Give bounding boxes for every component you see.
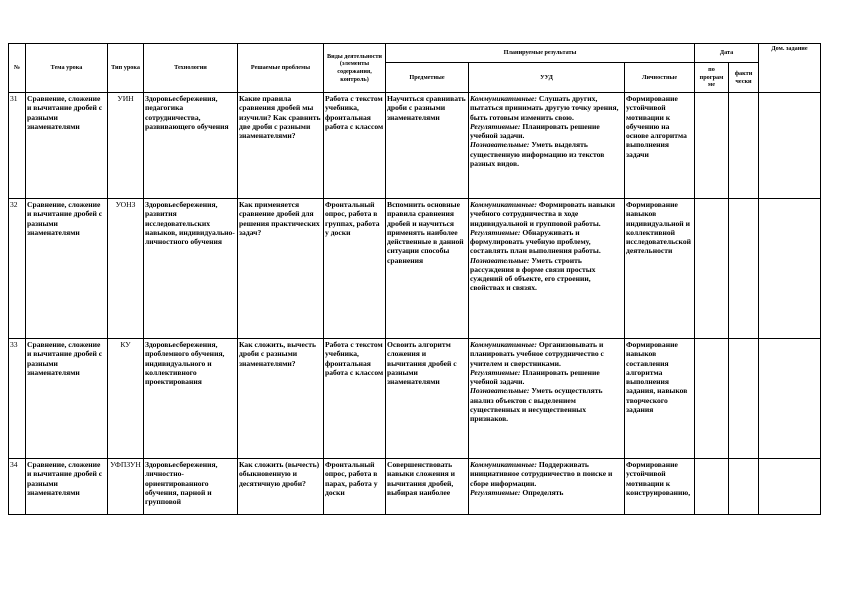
uud-label: Коммуникативные:: [470, 200, 537, 209]
lesson-number: 31: [9, 93, 26, 199]
lesson-type: УФПЗУН: [108, 459, 144, 515]
uud-label: Познавательные:: [470, 140, 530, 150]
result-subject: Освоить алгоритм сложения и вычитания дробей с разными знаменателями: [386, 339, 469, 459]
uud-item: [470, 386, 623, 423]
uud-label: Познавательные:: [470, 386, 530, 396]
uud-text: Планировать решение учебной задачи.: [470, 367, 600, 386]
uud-item: [470, 94, 623, 122]
homework-cell: [759, 459, 821, 515]
lesson-number: 34: [9, 459, 26, 515]
uud-text: Определять: [522, 487, 564, 497]
uud-item: [470, 340, 623, 368]
header-activities: Виды деятельности (элементы содержания, контроль): [324, 44, 386, 93]
date-plan-cell: [695, 339, 729, 459]
lesson-problems: Как сложить (вычесть) обыкновенную и десятичную дроби?: [238, 459, 324, 515]
uud-text: Формировать навыки учебного сотрудничества в ходе индивидуальной и групповой работы.: [470, 200, 615, 228]
uud-label: Регулятивные:: [470, 487, 521, 497]
result-subject: Научиться сравнивать дроби с разными знаменателями: [386, 93, 469, 199]
result-personal: Формирование навыков индивидуальной и коллективной исследовательской деятельности: [625, 199, 695, 339]
uud-text: Слушать других, пытаться принимать другую точку зрения, быть готовым изменить свою.: [470, 94, 619, 122]
header-date: Дата: [695, 44, 759, 63]
uud-item: [470, 122, 623, 141]
date-plan-cell: [695, 459, 729, 515]
uud-text: Уметь осуществлять анализ объектов с выделением существенных и несущественных признаков.: [470, 386, 603, 423]
uud-item: [470, 460, 623, 488]
uud-label: Регулятивные:: [470, 121, 521, 131]
lesson-activities: Фронтальный опрос, работа в парах, работа у доски: [324, 459, 386, 515]
lesson-topic: Сравнение, сложение и вычитание дробей с разными знаменателями: [26, 459, 108, 515]
date-fact-cell: [729, 459, 759, 515]
uud-text: Организовывать и планировать учебное сотрудничество с учителем и сверстниками.: [470, 340, 604, 368]
date-fact-cell: [729, 339, 759, 459]
lesson-technologies: Здоровьесбережения, педагогика сотрудничества, развивающего обучения: [144, 93, 238, 199]
header-personal: Личностные: [625, 63, 695, 93]
result-uud: [469, 459, 625, 515]
header-homework: Дом. задание: [759, 44, 821, 93]
lesson-problems: Какие правила сравнения дробей мы изучили? Как сравнить две дроби с разными знаменателями?: [238, 93, 324, 199]
uud-text: Планировать решение учебной задачи.: [470, 121, 600, 140]
lesson-type: КУ: [108, 339, 144, 459]
uud-item: [470, 200, 623, 228]
header-type: Тип урока: [108, 44, 144, 93]
result-subject: Совершенствовать навыки сложения и вычитания дробей, выбирая наиболее: [386, 459, 469, 515]
result-personal: Формирование устойчивой мотивации к обучению на основе алгоритма выполнения задачи: [625, 93, 695, 199]
uud-label: Регулятивные:: [470, 367, 521, 377]
result-personal: Формирование устойчивой мотивации к конструированию,: [625, 459, 695, 515]
result-uud: [469, 199, 625, 339]
homework-cell: [759, 199, 821, 339]
table-row: [9, 93, 821, 199]
header-problems: Решаемые проблемы: [238, 44, 324, 93]
result-uud: [469, 93, 625, 199]
uud-text: Уметь выделять существенную информацию из текстов разных видов.: [470, 140, 605, 168]
result-uud: [469, 339, 625, 459]
lesson-problems: Как применяется сравнение дробей для решения практических задач?: [238, 199, 324, 339]
lesson-activities: Работа с текстом учебника, фронтальная работа с классом: [324, 93, 386, 199]
uud-label: Регулятивные:: [470, 227, 521, 237]
date-plan-cell: [695, 199, 729, 339]
uud-item: [470, 228, 623, 256]
lesson-number: 33: [9, 339, 26, 459]
result-subject: Вспомнить основные правила сравнения дробей и научиться применять наиболее действенные в данной ситуации способы сравнения: [386, 199, 469, 339]
uud-item: [470, 368, 623, 387]
header-tech: Технологии: [144, 44, 238, 93]
lesson-problems: Как сложить, вычесть дроби с разными знаменателями?: [238, 339, 324, 459]
uud-item: [470, 140, 623, 168]
uud-item: [470, 256, 623, 293]
header-date-fact: факти чески: [729, 63, 759, 93]
uud-label: Коммуникативные:: [470, 340, 537, 349]
header-uud: УУД: [469, 63, 625, 93]
date-plan-cell: [695, 93, 729, 199]
homework-cell: [759, 93, 821, 199]
lesson-technologies: Здоровьесбережения, личностно-ориентированного обучения, парной и групповой: [144, 459, 238, 515]
lesson-activities: Работа с текстом учебника, фронтальная работа с классом: [324, 339, 386, 459]
header-subject: Предметные: [386, 63, 469, 93]
header-num: №: [9, 44, 26, 93]
lesson-technologies: Здоровьесбережения, развития исследовательских навыков, индивидуально-личностного обучения: [144, 199, 238, 339]
homework-cell: [759, 339, 821, 459]
uud-item: [470, 488, 623, 497]
lesson-type: УИН: [108, 93, 144, 199]
uud-label: Коммуникативные:: [470, 460, 537, 469]
uud-text: Поддерживать инициативное сотрудничество в поиске и сборе информации.: [470, 460, 613, 488]
table-row: [9, 459, 821, 515]
uud-label: Познавательные:: [470, 255, 530, 265]
lesson-topic: Сравнение, сложение и вычитание дробей с разными знаменателями: [26, 199, 108, 339]
uud-text: Уметь строить рассуждения в форме связи простых суждений об объекте, его строении, свойствах и связях.: [470, 255, 596, 293]
lesson-technologies: Здоровьесбережения, проблемного обучения, индивидуального и коллективного проектирования: [144, 339, 238, 459]
header-topic: Тема урока: [26, 44, 108, 93]
table-row: [9, 339, 821, 459]
date-fact-cell: [729, 199, 759, 339]
uud-text: Обнаруживать и формулировать учебную проблему, составлять план выполнения работы.: [470, 227, 601, 256]
table-row: [9, 199, 821, 339]
lesson-type: УОНЗ: [108, 199, 144, 339]
lesson-number: 32: [9, 199, 26, 339]
lesson-topic: Сравнение, сложение и вычитание дробей с разными знаменателями: [26, 93, 108, 199]
header-planned: Планируемые результаты: [386, 44, 695, 63]
header-date-plan: по програм ме: [695, 63, 729, 93]
lesson-plan-table: [8, 43, 821, 515]
lesson-activities: Фронтальный опрос, работа в группах, работа у доски: [324, 199, 386, 339]
uud-label: Коммуникативные:: [470, 94, 537, 103]
lesson-topic: Сравнение, сложение и вычитание дробей с разными знаменателями: [26, 339, 108, 459]
date-fact-cell: [729, 93, 759, 199]
result-personal: Формирование навыков составления алгоритма выполнения задания, навыков творческого задания: [625, 339, 695, 459]
